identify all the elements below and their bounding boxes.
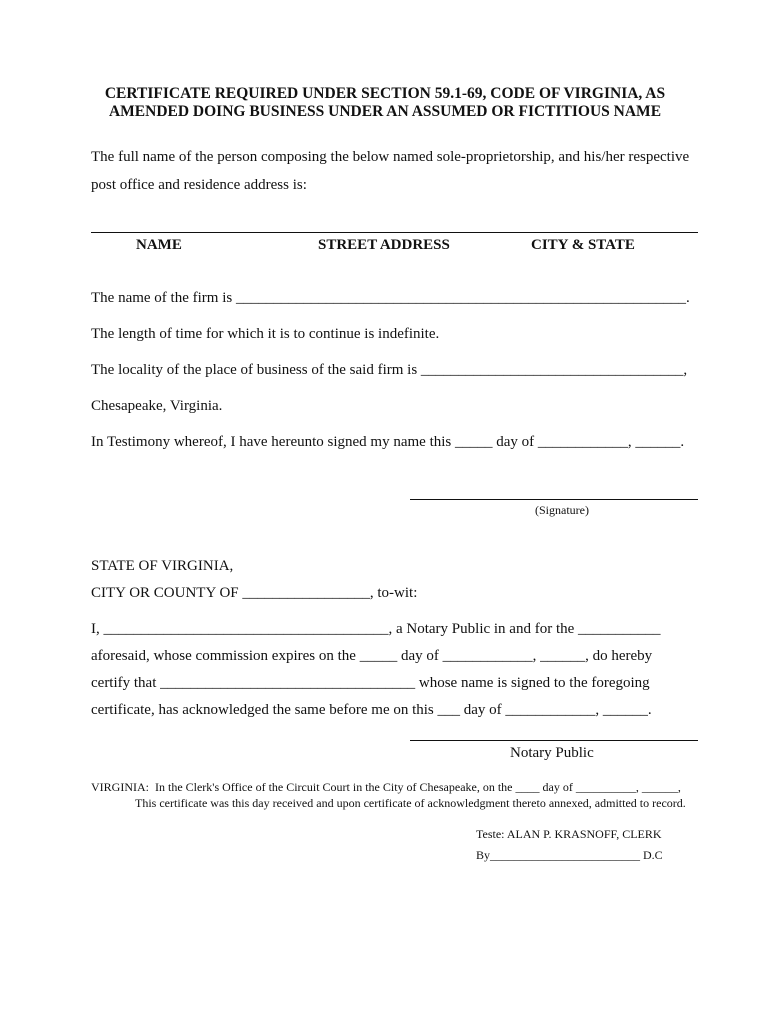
intro-text-line-2: post office and residence address is: [91,177,307,193]
notary-name-field[interactable]: I, ______________________________________, a Notary Public in and for the ___________ [91,621,661,637]
clerk-record-line-1[interactable]: VIRGINIA: In the Clerk's Office of the Circuit Court in the City of Chesapeake, on the ____ day of __________, ______, [91,780,681,794]
testimony-date-field[interactable]: In Testimony whereof, I have hereunto signed my name this _____ day of ____________, ______. [91,434,685,450]
clerk-record-line-2: This certificate was this day received and upon certificate of acknowledgment thereto annexed, admitted to record. [135,796,686,810]
teste-clerk-name: Teste: ALAN P. KRASNOFF, CLERK [476,827,662,841]
deputy-clerk-signature-field[interactable]: By_________________________ D.C [476,848,663,862]
column-header-name: NAME [136,237,182,253]
duration-statement: The length of time for which it is to continue is indefinite. [91,326,440,342]
document-title-line-2: AMENDED DOING BUSINESS UNDER AN ASSUMED OR FICTITIOUS NAME [108,103,662,120]
signature-label: (Signature) [535,503,589,517]
acknowledgment-date-field[interactable]: certificate, has acknowledged the same before me on this ___ day of ____________, ______. [91,702,652,718]
intro-text-line-1: The full name of the person composing the below named sole-proprietorship, and his/her respective [91,149,690,165]
firm-name-field[interactable]: The name of the firm is ____________________________________________________________. [91,290,690,306]
column-header-street-address: STREET ADDRESS [318,237,450,253]
city-statement: Chesapeake, Virginia. [91,398,223,414]
document-title-line-1: CERTIFICATE REQUIRED UNDER SECTION 59.1-69, CODE OF VIRGINIA, AS [104,85,666,102]
certify-name-field[interactable]: certify that __________________________________ whose name is signed to the foregoing [91,675,650,691]
address-table-rule [91,232,698,233]
business-locality-field[interactable]: The locality of the place of business of the said firm is ___________________________________, [91,362,688,378]
notary-public-label: Notary Public [510,745,594,761]
signature-line[interactable] [410,499,698,500]
state-heading: STATE OF VIRGINIA, [91,558,234,574]
commission-expiry-field[interactable]: aforesaid, whose commission expires on the _____ day of ____________, ______, do hereby [91,648,653,664]
column-header-city-state: CITY & STATE [531,237,635,253]
notary-signature-line[interactable] [410,740,698,741]
county-field[interactable]: CITY OR COUNTY OF _________________, to-wit: [91,585,418,601]
